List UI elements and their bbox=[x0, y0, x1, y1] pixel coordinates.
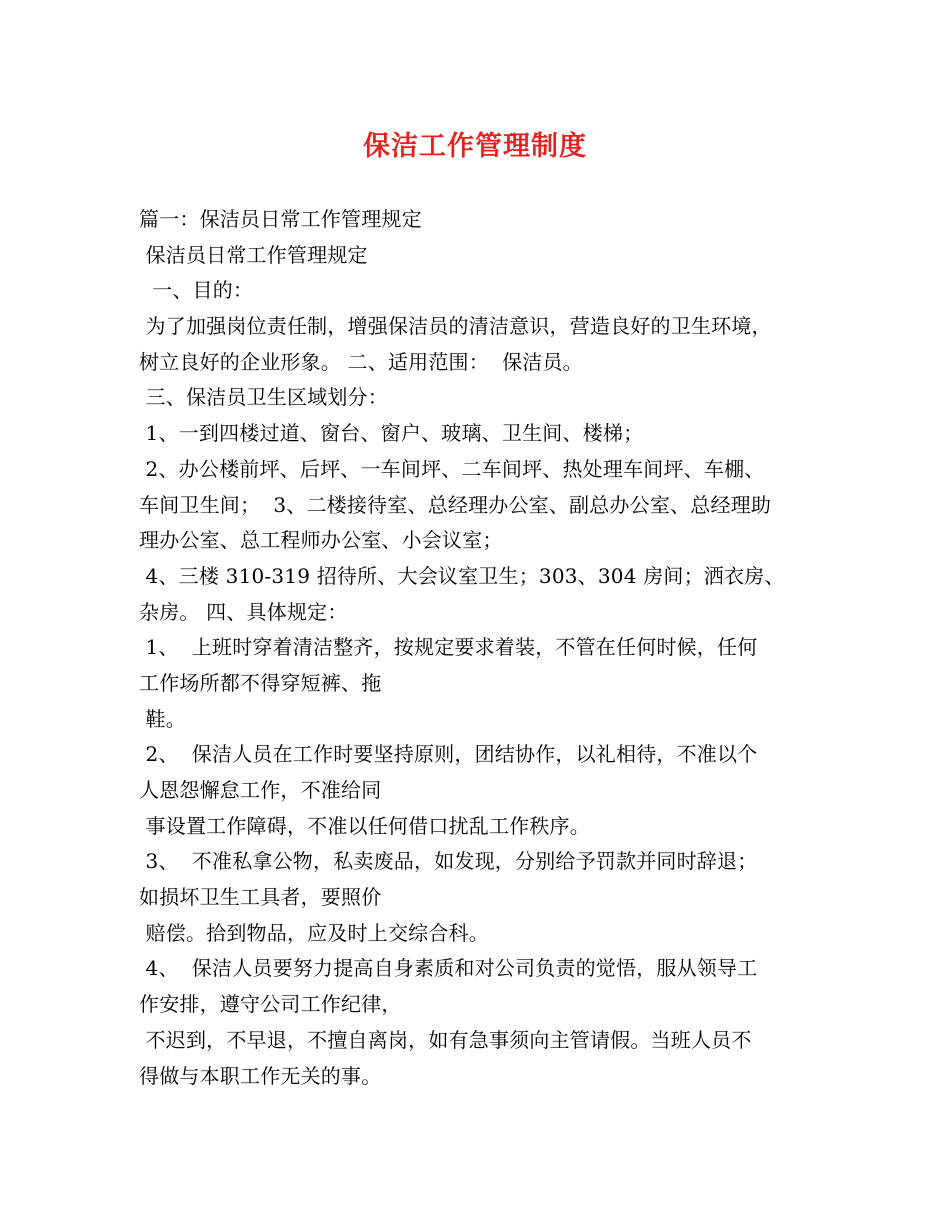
text-line: 2、 保洁人员在工作时要坚持原则，团结协作，以礼相待，不准以个 bbox=[139, 742, 758, 767]
text-line: 赔偿。拾到物品，应及时上交综合科。 bbox=[139, 920, 489, 945]
text-line: 树立良好的企业形象。 二、适用范围： 保洁员。 bbox=[139, 349, 583, 374]
text-line: 鞋。 bbox=[139, 706, 186, 731]
text-line: 2、办公楼前坪、后坪、一车间坪、二车间坪、热处理车间坪、车棚、 bbox=[139, 456, 765, 481]
text-line: 为了加强岗位责任制，增强保洁员的清洁意识，营造良好的卫生环境， bbox=[139, 314, 772, 339]
text-line: 作安排，遵守公司工作纪律， bbox=[139, 992, 402, 1017]
document-body bbox=[139, 202, 829, 1094]
text-line: 如损坏卫生工具者，要照价 bbox=[139, 885, 382, 910]
text-line: 1、 上班时穿着清洁整齐，按规定要求着装，不管在任何时候，任何 bbox=[139, 635, 758, 660]
text-line: 车间卫生间； 3、二楼接待室、总经理办公室、副总办公室、总经理助 bbox=[139, 492, 772, 517]
text-line: 4、 保洁人员要努力提高自身素质和对公司负责的觉悟，服从领导工 bbox=[139, 956, 758, 981]
text-line: 事设置工作障碍，不准以任何借口扰乱工作秩序。 bbox=[139, 813, 590, 838]
text-line: 不迟到，不早退，不擅自离岗，如有急事须向主管请假。当班人员不 bbox=[139, 1027, 752, 1052]
text-line: 篇一：保洁员日常工作管理规定 bbox=[139, 207, 422, 231]
text-line: 保洁员日常工作管理规定 bbox=[139, 242, 368, 267]
text-line: 得做与本职工作无关的事。 bbox=[139, 1063, 382, 1088]
text-line: 人恩怨懈怠工作，不准给同 bbox=[139, 778, 382, 802]
text-line: 一、目的： bbox=[139, 278, 254, 303]
text-line: 4、三楼 310-319 招待所、大会议室卫生；303、304 房间；洒衣房、 bbox=[139, 563, 785, 588]
text-line: 理办公室、总工程师办公室、小会议室； bbox=[139, 528, 503, 553]
text-line: 杂房。 四、具体规定： bbox=[139, 599, 348, 624]
text-line: 三、保洁员卫生区域划分： bbox=[139, 385, 388, 410]
text-line: 1、一到四楼过道、窗台、窗户、玻璃、卫生间、楼梯； bbox=[139, 421, 644, 446]
text-line: 工作场所都不得穿短裤、拖 bbox=[139, 670, 382, 695]
document-title: 保洁工作管理制度 bbox=[363, 131, 587, 162]
text-line: 3、 不准私拿公物，私卖废品，如发现，分别给予罚款并同时辞退； bbox=[139, 849, 758, 874]
